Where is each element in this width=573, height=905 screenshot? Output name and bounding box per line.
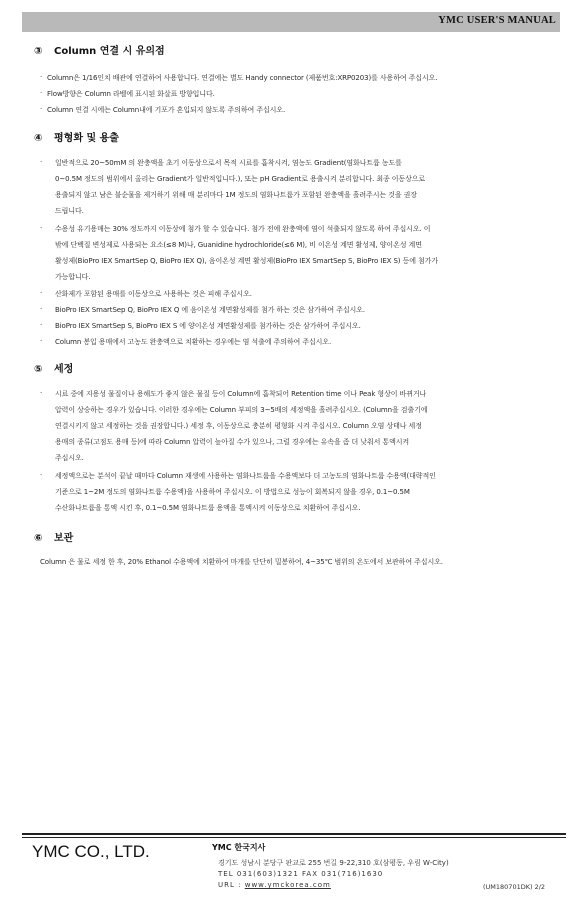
paragraph-line: 수용성 유기용매는 30% 정도까지 이동상에 첨가 할 수 있습니다. 첨가 전에 완충액에 염이 석출되지 않도록 하여 주십시오. 이 <box>55 225 431 233</box>
bullet-dot: · <box>40 337 43 345</box>
section-number: ③ <box>34 46 43 57</box>
paragraph-line: 0~0.5M 정도의 범위에서 올리는 Gradient가 일반적입니다.), 또는 pH Gradient로 용출시켜 분리합니다. 최종 이동상으로 <box>55 175 426 183</box>
paragraph-line: 용매의 종류(고점도 용매 등)에 따라 Column 압력이 높아질 수가 있으나, 그럴 경우에는 유속을 좀 더 낮춰서 통액시켜 <box>55 438 410 446</box>
paragraph-line: 압력이 상승하는 경우가 있습니다. 이러한 경우에는 Column 부피의 3~5배의 세정액을 흘려주십시오. (Column을 검출기에 <box>55 406 428 414</box>
paragraph-line: Column 은 물로 세정 한 후, 20% Ethanol 수용액에 치환하여 마개를 단단히 밀봉하여, 4~35℃ 범위의 온도에서 보관하여 주십시오. <box>40 558 443 566</box>
paragraph-line: Column 연결 시에는 Column내에 기포가 혼입되지 않도록 주의하여 주십시오. <box>47 106 286 114</box>
paragraph-line: Flow방향은 Column 라벨에 표시된 화살표 방향입니다. <box>47 90 215 98</box>
footer-doc-code: (UM180701DK) 2/2 <box>483 883 546 891</box>
footer-url-label: URL : <box>218 881 242 889</box>
section-number: ⑥ <box>34 533 43 544</box>
paragraph-line: 세정액으로는 분석이 끝날 때마다 Column 재생에 사용하는 염화나트륨을 수용액보다 더 고농도의 염화나트륨 수용액(대략적인 <box>55 472 436 480</box>
paragraph-line: 산화제가 포함된 용매를 이동상으로 사용하는 것은 피해 주십시오. <box>55 290 252 298</box>
paragraph-line: Column은 1/16인치 배관에 연결하여 사용합니다. 연결에는 별도 Handy connector (제품번호:XRP0203)를 사용하여 주십시오. <box>47 74 438 82</box>
section-number: ④ <box>34 133 43 144</box>
footer-url-row <box>218 881 331 889</box>
footer-divider <box>22 837 566 838</box>
paragraph-line: 가능합니다. <box>55 273 91 281</box>
bullet-dot: · <box>40 305 43 313</box>
bullet-dot: · <box>40 89 43 97</box>
footer-url-link[interactable]: www.ymckorea.com <box>244 881 331 889</box>
paragraph-line: BioPro IEX SmartSep S, BioPro IEX S 에 양이온성 계면활성제를 첨가하는 것은 삼가하여 주십시오. <box>55 322 361 330</box>
footer-divider <box>22 833 566 835</box>
paragraph-line: 연결시키지 않고 세정하는 것을 권장합니다.) 세정 후, 이동상으로 충분히 평형화 시켜 주십시오. Column 오염 상태나 세정 <box>55 422 422 430</box>
paragraph-line: 기준으로 1~2M 정도의 염화나트륨 수용액)을 사용하여 주십시오. 이 방법으로 성능이 회복되지 않을 경우, 0.1~0.5M <box>55 488 410 496</box>
paragraph-line: BioPro IEX SmartSep Q, BioPro IEX Q 에 음이온성 계면활성제를 첨가 하는 것은 삼가하여 주십시오. <box>55 306 365 314</box>
bullet-dot: · <box>40 389 43 397</box>
company-logo: YMC CO., LTD. <box>32 842 150 861</box>
footer-phone-fax: TEL 031(603)1321 FAX 031(716)1630 <box>218 870 384 878</box>
paragraph-line: 주십시오. <box>55 454 84 462</box>
section-heading-5 <box>34 360 73 375</box>
section-heading-4 <box>34 129 119 144</box>
paragraph-line: 용출되지 않고 남은 불순물을 제거하기 위해 매 분리마다 1M 정도의 염화나트륨가 포함된 완충액을 흘려주시는 것을 권장 <box>55 191 417 199</box>
paragraph-line: 밖에 단백질 변성제로 사용되는 요소(≤8 M)나, Guanidine hydrochloride(≤6 M), 비 이온성 계면 활성제, 양이온성 계면 <box>55 241 422 249</box>
bullet-dot: · <box>40 471 43 479</box>
bullet-dot: · <box>40 321 43 329</box>
section-title: Column 연결 시 유의점 <box>54 46 165 57</box>
paragraph-line: 일반적으로 20~50mM 의 완충액을 초기 이동상으로서 목적 시료를 흡착시켜, 염농도 Gradient(염화나트륨 농도를 <box>55 159 402 167</box>
paragraph-line: 활성제(BioPro IEX SmartSep Q, BioPro IEX Q), 음이온성 계면 활성제(BioPro IEX SmartSep S, BioPro IEX S) 등에 첨가가 <box>55 257 438 265</box>
paragraph-line: 수산화나트륨을 통액 시킨 후, 0.1~0.5M 염화나트륨 용액을 통액시켜 이동상으로 치환하여 주십시오. <box>55 504 361 512</box>
bullet-dot: · <box>40 224 43 232</box>
section-number: ⑤ <box>34 364 43 375</box>
bullet-dot: · <box>40 289 43 297</box>
paragraph-line: 드립니다. <box>55 207 84 215</box>
bullet-dot: · <box>40 73 43 81</box>
section-title: 세정 <box>54 364 74 375</box>
header-bar <box>22 12 560 32</box>
bullet-dot: · <box>40 105 43 113</box>
footer-address: 경기도 성남시 분당구 판교로 255 번길 9-22,310 호(삼평동, 우림 W-City) <box>218 859 449 867</box>
section-title: 보관 <box>54 533 74 544</box>
paragraph-line: 시료 중에 지용성 물질이나 용해도가 좋지 않은 물질 등이 Column에 흡착되어 Retention time 이나 Peak 형상이 바뀌거나 <box>55 390 427 398</box>
header-title: YMC USER'S MANUAL <box>438 15 556 26</box>
section-title: 평형화 및 용출 <box>54 133 119 144</box>
footer-company-name: YMC 한국지사 <box>212 843 266 852</box>
section-heading-3 <box>34 42 165 57</box>
bullet-dot: · <box>40 158 43 166</box>
section-heading-6 <box>34 529 73 544</box>
paragraph-line: Column 봉입 용매에서 고농도 완충액으로 치환하는 경우에는 염 석출에 주의하여 주십시오. <box>55 338 332 346</box>
